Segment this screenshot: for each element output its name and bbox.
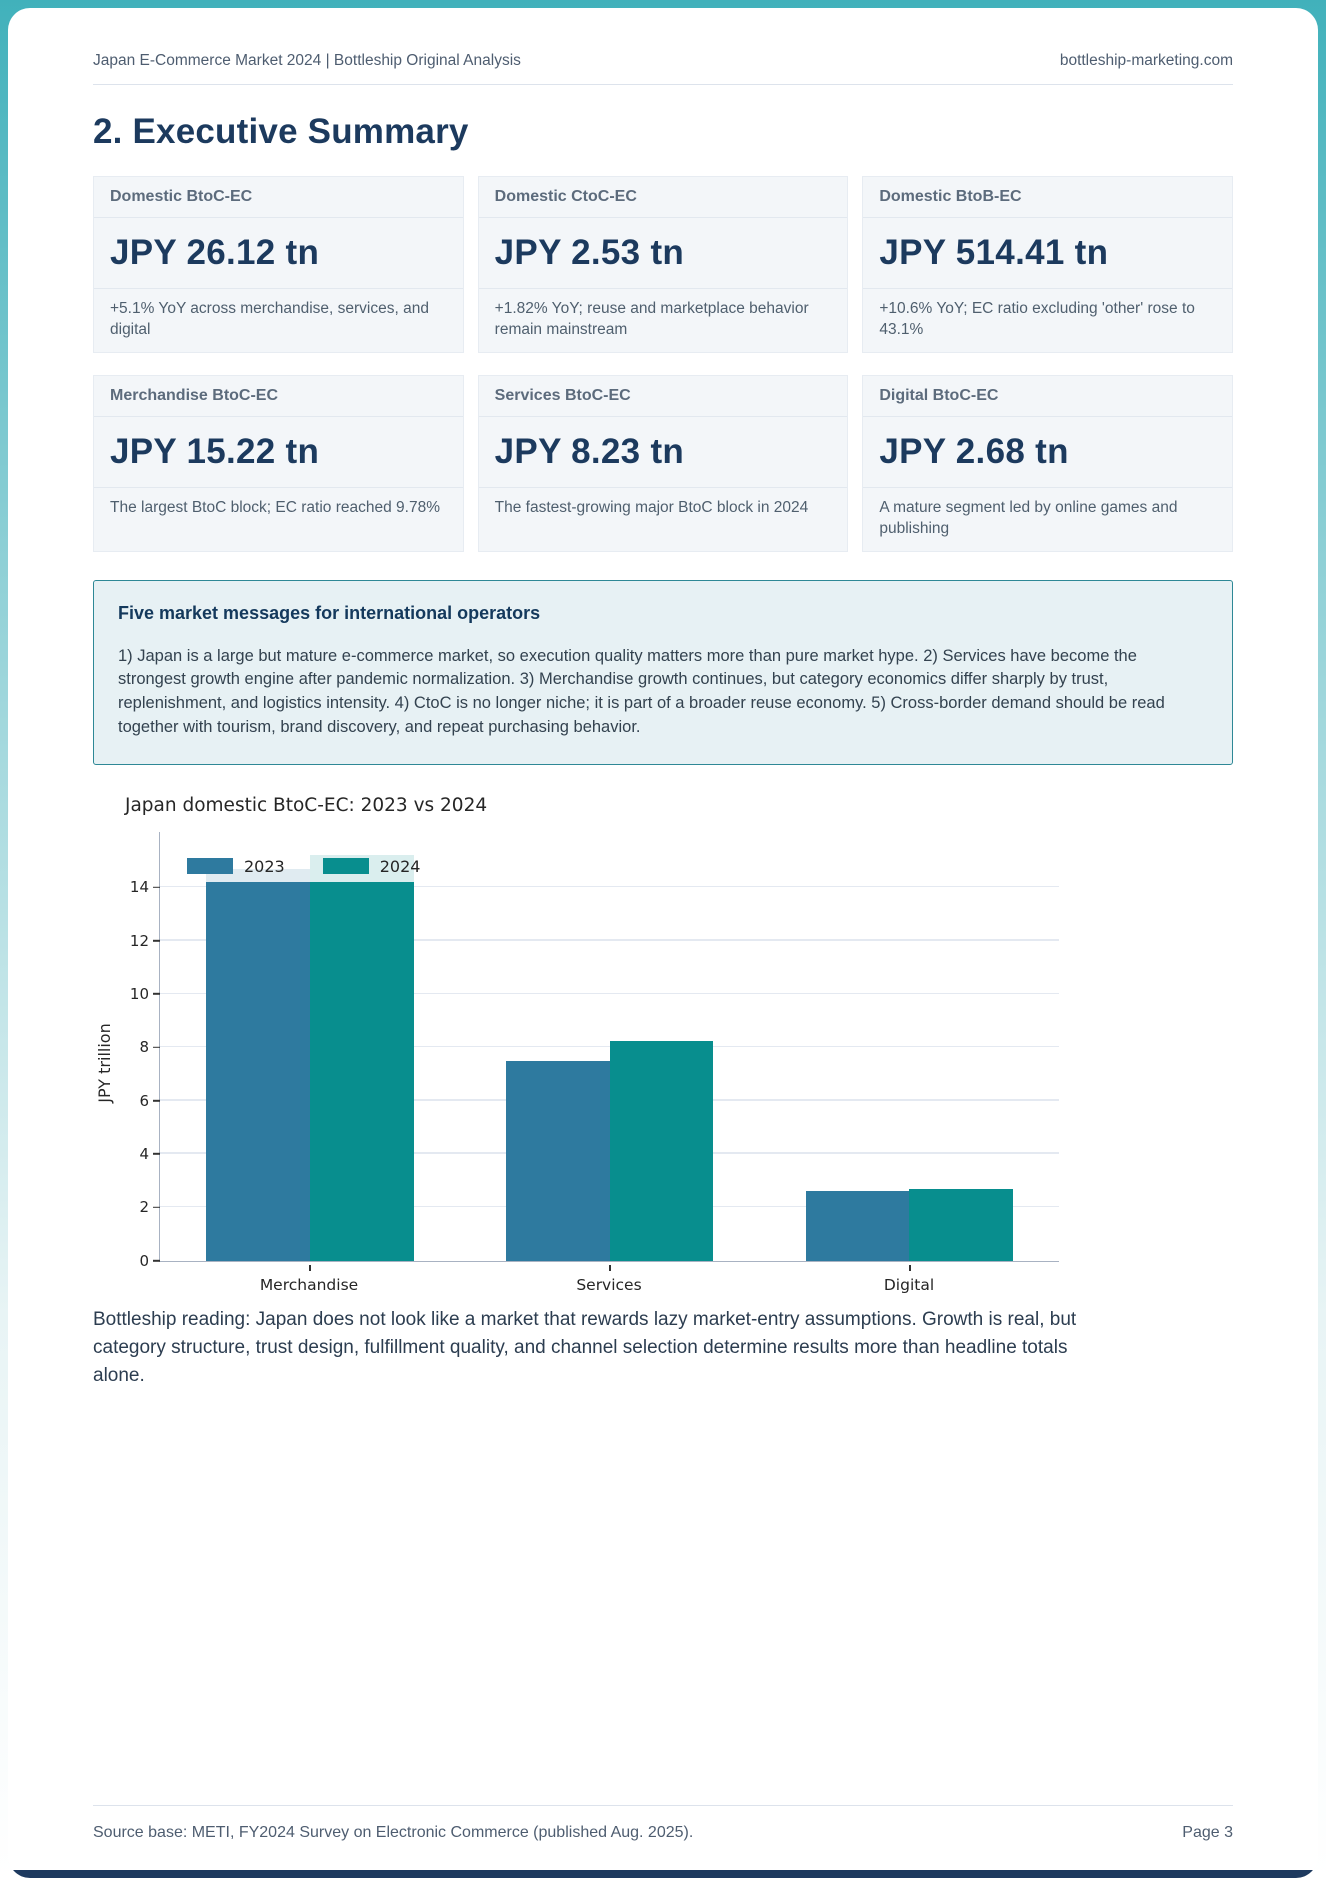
bar-2023-merchandise (206, 869, 310, 1261)
market-messages-callout (93, 580, 1233, 765)
y-tick-label: 8 (139, 1038, 149, 1057)
y-tick-mark (153, 1260, 160, 1262)
y-tick-label: 6 (139, 1091, 149, 1110)
x-tick-label: Digital (759, 1265, 1059, 1294)
bottom-accent-bar (8, 1870, 1318, 1878)
page-header (93, 52, 1233, 70)
stat-label: Services BtoC-EC (479, 376, 848, 417)
stat-label: Domestic BtoC-EC (94, 177, 463, 218)
x-tick-label: Merchandise (159, 1265, 459, 1294)
legend-swatch (187, 858, 233, 874)
x-axis-labels (159, 1265, 1059, 1294)
stat-description: The fastest-growing major BtoC block in 2024 (494, 498, 809, 516)
stat-label: Domestic CtoC-EC (479, 177, 848, 218)
bar-2024-digital (909, 1189, 1013, 1260)
stat-description: The largest BtoC block; EC ratio reached 9.78% (110, 498, 440, 516)
stat-label: Digital BtoC-EC (863, 376, 1232, 417)
stat-card-domestic-btoc (93, 176, 464, 353)
stat-description: A mature segment led by online games and publishing (879, 498, 1178, 538)
y-tick-mark (153, 993, 160, 995)
bottleship-reading: Bottleship reading: Japan does not look like a market that rewards lazy market-entry assumptions. Growth is real, but category structure, trust design, fulfillment quality, and channel selection determine results more than headline totals alone. (93, 1308, 1077, 1386)
y-tick-mark (153, 887, 160, 889)
y-tick-label: 10 (129, 985, 149, 1004)
stat-card-domestic-btob (862, 176, 1233, 353)
legend-label: 2024 (379, 856, 421, 876)
page-footer (93, 1806, 1233, 1870)
x-tick-mark (609, 1265, 611, 1271)
legend-swatch (323, 858, 369, 874)
category-group (460, 832, 760, 1261)
chart-plot-area (129, 832, 1059, 1270)
stat-cards-grid (93, 176, 1233, 552)
stat-label: Domestic BtoB-EC (863, 177, 1232, 218)
category-group (759, 832, 1059, 1261)
legend-item (187, 857, 285, 876)
y-tick-label: 14 (129, 878, 149, 897)
y-tick-mark (153, 1047, 160, 1049)
stat-value: JPY 26.12 tn (94, 218, 463, 289)
stat-card-digital-btoc (862, 375, 1233, 552)
y-tick-mark (153, 1100, 160, 1102)
footer-page-number: Page 3 (1182, 1824, 1233, 1841)
report-page (8, 8, 1318, 1878)
stat-card-domestic-ctoc (478, 176, 849, 353)
bars-row (160, 832, 1059, 1261)
bar-2023-services (506, 1061, 610, 1261)
callout-body: 1) Japan is a large but mature e-commerce market, so execution quality matters more than pure market hype. 2) Services have become the strongest growth engine after pandemic normalization. 3) Merchandise growth continues, but category economics differ sharply by trust, replenishment, and logistics intensity. 4) CtoC is no longer niche; it is part of a broader reuse economy. 5) Cross-border demand should be read together with tourism, brand discovery, and repeat purchasing behavior. (118, 646, 1165, 736)
page-title: 2. Executive Summary (93, 112, 469, 151)
bar-chart (93, 795, 1233, 1294)
category-group (160, 832, 460, 1261)
y-tick-label: 0 (139, 1251, 149, 1270)
bar-2024-services (610, 1041, 714, 1260)
x-tick-mark (309, 1265, 311, 1271)
y-tick-label: 4 (139, 1144, 149, 1163)
y-axis-label: JPY trillion (95, 1022, 114, 1103)
y-tick-label: 2 (139, 1198, 149, 1217)
y-tick-label: 12 (129, 931, 149, 950)
stat-card-services-btoc (478, 375, 849, 552)
x-tick-label: Services (459, 1265, 759, 1294)
header-divider (93, 84, 1233, 85)
stat-description: +10.6% YoY; EC ratio excluding 'other' rose to 43.1% (879, 300, 1195, 339)
legend-label: 2023 (244, 856, 285, 876)
footer-source: Source base: METI, FY2024 Survey on Electronic Commerce (published Aug. 2025). (93, 1824, 694, 1841)
header-title: Japan E-Commerce Market 2024 | Bottleship Original Analysis (93, 52, 521, 69)
callout-heading: Five market messages for international operators (118, 602, 541, 623)
stat-label: Merchandise BtoC-EC (94, 376, 463, 417)
y-tick-mark (153, 1206, 160, 1208)
chart-legend (175, 851, 432, 882)
stat-description: +1.82% YoY; reuse and marketplace behavior remain mainstream (494, 300, 809, 339)
stat-value: JPY 15.22 tn (94, 417, 463, 488)
legend-item (323, 857, 421, 876)
y-tick-mark (153, 1153, 160, 1155)
stat-value: JPY 2.68 tn (863, 417, 1232, 488)
bar-2024-merchandise (310, 855, 414, 1261)
x-tick-mark (909, 1265, 911, 1271)
stat-description: +5.1% YoY across merchandise, services, and digital (110, 300, 429, 339)
y-tick-mark (153, 940, 160, 942)
stat-value: JPY 514.41 tn (863, 218, 1232, 289)
stat-value: JPY 8.23 tn (479, 417, 848, 488)
bar-2023-digital (806, 1191, 910, 1261)
chart-title: Japan domestic BtoC-EC: 2023 vs 2024 (125, 794, 488, 816)
stat-card-merchandise-btoc (93, 375, 464, 552)
stat-value: JPY 2.53 tn (479, 218, 848, 289)
header-website: bottleship-marketing.com (1059, 52, 1233, 69)
